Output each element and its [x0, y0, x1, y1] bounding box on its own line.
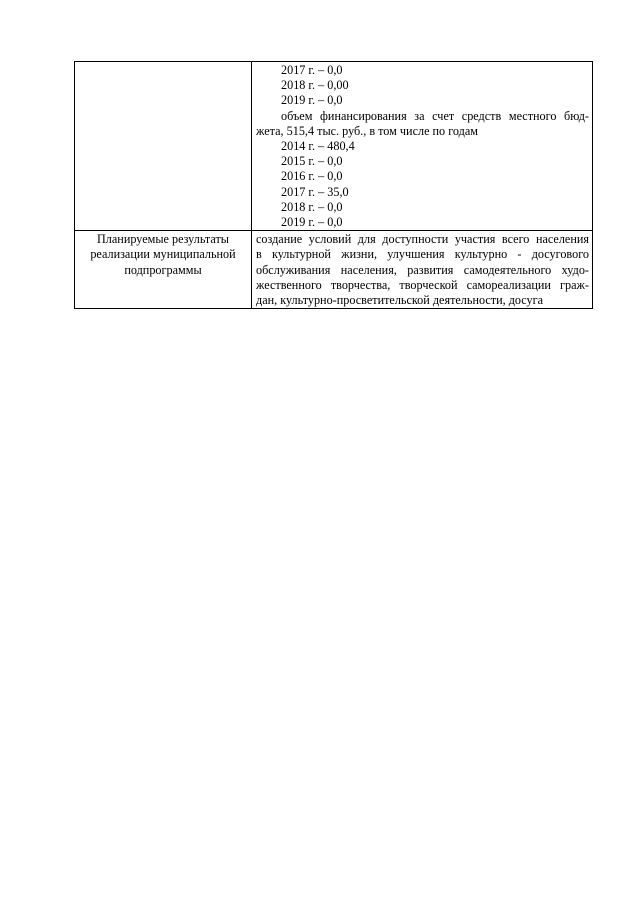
row-label-planned-results: [75, 231, 252, 309]
table-row-funding: [75, 62, 593, 231]
funding-year-line: 2018 г. – 0,00: [281, 78, 349, 93]
local-budget-text: объем финансирования за счет средств местного бюд-: [281, 108, 589, 123]
local-budget-text: жета, 515,4 тыс. руб., в том числе по годам: [256, 123, 478, 138]
row-label-line: Планируемые результаты: [97, 232, 229, 247]
row-label-empty: [75, 62, 252, 231]
local-budget-year-line: 2019 г. – 0,0: [281, 215, 343, 230]
table-row-results: [75, 231, 593, 309]
planned-results-cell: [252, 231, 593, 309]
row-label-line: подпрограммы: [124, 262, 202, 277]
results-text-line: дан, культурно-просветительской деятельности, досуга: [256, 293, 544, 308]
local-budget-year-line: 2014 г. – 480,4: [281, 139, 355, 154]
results-text-line: обслуживания населения, развития самодеятельного худо-: [256, 262, 589, 277]
funding-year-line: 2019 г. – 0,0: [281, 93, 343, 108]
funding-cell: [252, 62, 593, 231]
results-text-line: жественного творчества, творческой самореализации граж-: [256, 277, 589, 292]
subprogram-passport-table: [74, 61, 593, 309]
local-budget-year-line: 2017 г. – 35,0: [281, 184, 349, 199]
local-budget-year-line: 2015 г. – 0,0: [281, 154, 343, 169]
funding-year-line: 2017 г. – 0,0: [281, 63, 343, 77]
results-text-line: в культурной жизни, улучшения культурно - досугового: [256, 247, 589, 262]
local-budget-year-line: 2016 г. – 0,0: [281, 169, 343, 184]
row-label-line: реализации муниципальной: [90, 247, 236, 262]
local-budget-year-line: 2018 г. – 0,0: [281, 199, 343, 214]
results-text-line: создание условий для доступности участия всего населения: [256, 232, 589, 247]
